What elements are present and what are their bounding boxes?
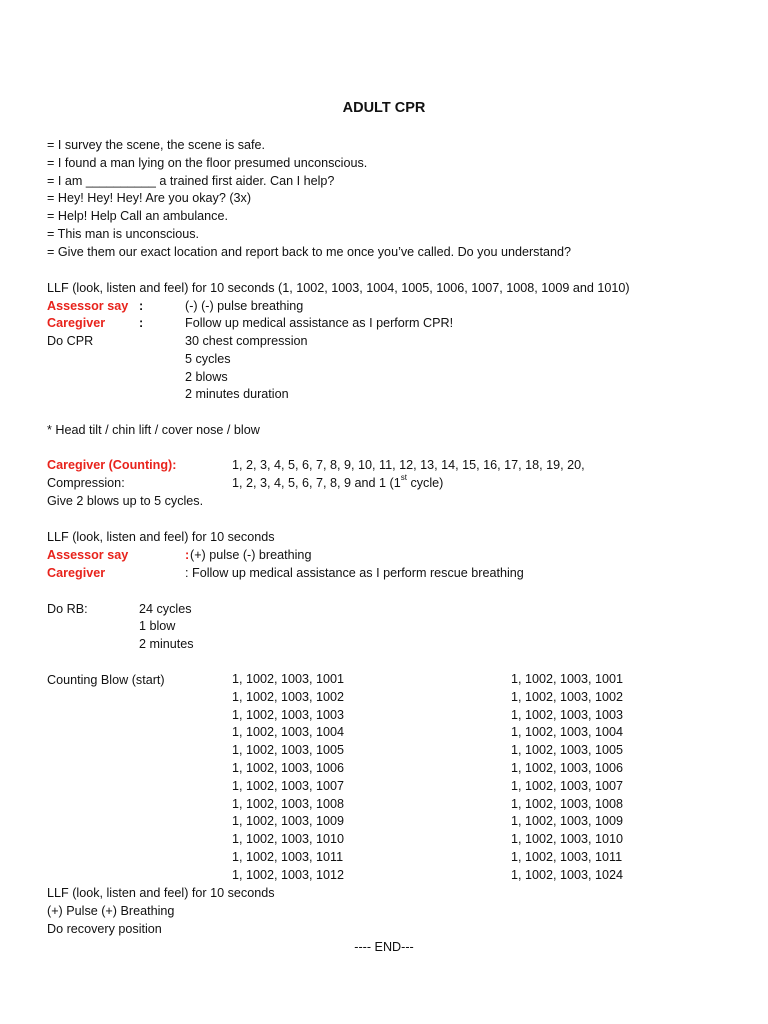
- count-item: 1, 1002, 1003, 1002: [511, 689, 624, 704]
- count-item: 1, 1002, 1003, 1005: [511, 743, 624, 758]
- cpr-item: 5 cycles: [185, 352, 231, 366]
- compression-label: Compression:: [47, 476, 125, 490]
- counting-blow-label: Counting Blow (start): [47, 673, 165, 687]
- count-item: 1, 1002, 1003, 1004: [511, 725, 624, 740]
- assessor-text-1: (-) (-) pulse breathing: [185, 299, 304, 313]
- count-column-1: [232, 671, 344, 885]
- llf-line-1: LLF (look, listen and feel) for 10 seconds (1, 1002, 1003, 1004, 1005, 1006, 1007, 1008, 1009 and 1010): [47, 281, 630, 295]
- caregiver-colon-1: :: [139, 316, 144, 330]
- count-item: 1, 1002, 1003, 1002: [232, 689, 345, 704]
- cpr-item: 30 chest compression: [185, 334, 308, 348]
- intro-line: = I am __________ a trained first aider. Can I help?: [47, 174, 335, 188]
- count-item: 1, 1002, 1003, 1010: [511, 832, 624, 847]
- rb-label: Do RB:: [47, 602, 88, 616]
- cpr-item: 2 blows: [185, 370, 228, 384]
- cpr-label: Do CPR: [47, 334, 94, 348]
- compression-text: 1, 2, 3, 4, 5, 6, 7, 8, 9 and 1 (1st cycle): [232, 473, 444, 490]
- recovery-line: Do recovery position: [47, 922, 162, 936]
- llf-line-3: LLF (look, listen and feel) for 10 seconds: [47, 886, 275, 900]
- count-item: 1, 1002, 1003, 1011: [511, 849, 623, 864]
- count-item: 1, 1002, 1003, 1008: [511, 796, 624, 811]
- count-item: 1, 1002, 1003, 1001: [232, 672, 345, 686]
- count-item: 1, 1002, 1003, 1005: [232, 743, 345, 758]
- counting-label: Caregiver (Counting):: [47, 458, 177, 472]
- intro-line: = I survey the scene, the scene is safe.: [47, 138, 266, 152]
- intro-line: = Hey! Hey! Hey! Are you okay? (3x): [47, 191, 252, 205]
- assessor-label-2: Assessor say: [47, 548, 129, 562]
- intro-line: = I found a man lying on the floor presumed unconscious.: [47, 156, 368, 170]
- count-item: 1, 1002, 1003, 1011: [232, 849, 344, 864]
- count-item: 1, 1002, 1003, 1009: [511, 814, 624, 829]
- count-item: 1, 1002, 1003, 1007: [511, 778, 624, 793]
- rb-item: 1 blow: [139, 619, 176, 633]
- count-item: 1, 1002, 1003, 1001: [511, 672, 624, 686]
- give-blows-line: Give 2 blows up to 5 cycles.: [47, 494, 204, 508]
- llf-line-2: LLF (look, listen and feel) for 10 seconds: [47, 530, 275, 544]
- rb-item: 24 cycles: [139, 602, 192, 616]
- caregiver-text-1: Follow up medical assistance as I perform CPR!: [185, 316, 454, 330]
- superscript: st: [400, 473, 407, 482]
- count-item: 1, 1002, 1003, 1003: [232, 707, 345, 722]
- count-item: 1, 1002, 1003, 1003: [511, 707, 624, 722]
- assessor-colon-2: :: [185, 548, 190, 562]
- count-column-2: [511, 671, 623, 885]
- pulse-breathing-line: (+) Pulse (+) Breathing: [47, 904, 175, 918]
- caregiver-label-2: Caregiver: [47, 566, 106, 580]
- count-item: 1, 1002, 1003, 1008: [232, 796, 345, 811]
- end-marker: ---- END---: [354, 940, 414, 954]
- caregiver-label-1: Caregiver: [47, 316, 106, 330]
- cpr-item: 2 minutes duration: [185, 387, 289, 401]
- page-title: ADULT CPR: [342, 100, 426, 116]
- assessor-label-1: Assessor say: [47, 299, 129, 313]
- head-tilt-line: * Head tilt / chin lift / cover nose / blow: [47, 423, 260, 437]
- count-item: 1, 1002, 1003, 1007: [232, 778, 345, 793]
- intro-line: = Help! Help Call an ambulance.: [47, 209, 228, 223]
- caregiver-text-2: : Follow up medical assistance as I perform rescue breathing: [185, 566, 524, 580]
- count-item: 1, 1002, 1003, 1006: [511, 760, 624, 775]
- intro-line: = Give them our exact location and report back to me once you’ve called. Do you understand?: [47, 245, 571, 259]
- count-item: 1, 1002, 1003, 1009: [232, 814, 345, 829]
- counting-text: 1, 2, 3, 4, 5, 6, 7, 8, 9, 10, 11, 12, 13, 14, 15, 16, 17, 18, 19, 20,: [232, 458, 585, 472]
- assessor-text-2: (+) pulse (-) breathing: [190, 548, 312, 562]
- count-item: 1, 1002, 1003, 1006: [232, 760, 345, 775]
- count-item: 1, 1002, 1003, 1012: [232, 867, 345, 882]
- assessor-colon-1: :: [139, 299, 144, 313]
- count-item: 1, 1002, 1003, 1024: [511, 867, 624, 882]
- intro-line: = This man is unconscious.: [47, 227, 200, 241]
- count-item: 1, 1002, 1003, 1004: [232, 725, 345, 740]
- rb-item: 2 minutes: [139, 637, 194, 651]
- count-item: 1, 1002, 1003, 1010: [232, 832, 345, 847]
